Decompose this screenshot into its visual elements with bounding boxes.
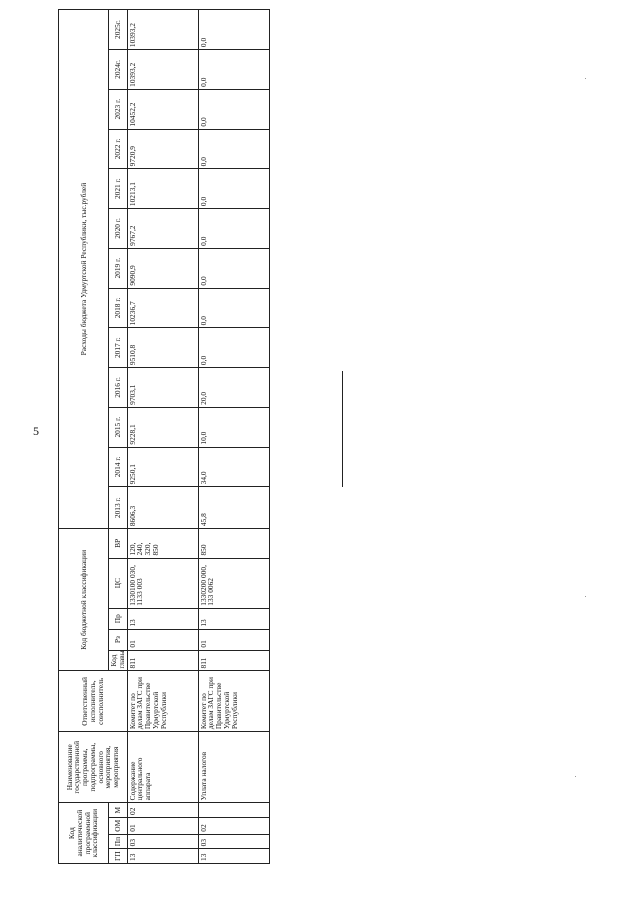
glava-cell: 811 <box>127 650 198 671</box>
year-header: 2025г. <box>109 10 128 50</box>
value-cell: 0,0 <box>198 89 269 129</box>
table-row <box>127 10 198 864</box>
year-header: 2020 г. <box>109 209 128 249</box>
value-cell: 9510,8 <box>127 328 198 368</box>
year-header: 2018 г. <box>109 288 128 328</box>
value-cell: 0,0 <box>198 248 269 288</box>
pp-cell: 03 <box>127 834 198 849</box>
value-cell: 8606,3 <box>127 487 198 529</box>
rz-cell: 01 <box>127 629 198 650</box>
value-cell: 0,0 <box>198 328 269 368</box>
value-cell: 9720,9 <box>127 129 198 169</box>
expenses-header: Расходы бюджета Удмуртской Республики, тыс.рублей <box>59 10 109 529</box>
value-cell: 45,8 <box>198 487 269 529</box>
budget-table-rotated <box>58 9 268 864</box>
m-cell <box>198 803 269 818</box>
value-cell: 10236,7 <box>127 288 198 328</box>
year-header: 2016 г. <box>109 368 128 408</box>
scan-dot <box>585 596 586 597</box>
value-cell: 20,0 <box>198 368 269 408</box>
value-cell: 9250,1 <box>127 447 198 487</box>
value-cell: 34,0 <box>198 447 269 487</box>
pp-cell: 03 <box>198 834 269 849</box>
year-header: 2014 г. <box>109 447 128 487</box>
program-name-cell: Уплата налогов <box>198 732 269 803</box>
value-cell: 0,0 <box>198 288 269 328</box>
budget-code-header: Код бюджетной классификации <box>59 529 109 671</box>
value-cell: 10213,1 <box>127 169 198 209</box>
year-header: 2017 г. <box>109 328 128 368</box>
gp-header: ГП <box>109 849 128 864</box>
value-cell: 9228,1 <box>127 407 198 447</box>
glava-cell: 811 <box>198 650 269 671</box>
om-cell: 01 <box>127 817 198 834</box>
year-header: 2024г. <box>109 50 128 90</box>
m-cell: 02 <box>127 803 198 818</box>
pp-header: Пп <box>109 834 128 849</box>
cs-header: ЦС <box>109 558 128 608</box>
vr-cell: 850 <box>198 529 269 558</box>
value-cell: 10393,2 <box>127 10 198 50</box>
year-header: 2019 г. <box>109 248 128 288</box>
om-header: ОМ <box>109 817 128 834</box>
value-cell: 0,0 <box>198 10 269 50</box>
value-cell: 0,0 <box>198 209 269 249</box>
value-cell: 10,0 <box>198 407 269 447</box>
pr-header: Пр <box>109 608 128 629</box>
year-header: 2023 г. <box>109 89 128 129</box>
rz-header: Рз <box>109 629 128 650</box>
vr-header: ВР <box>109 529 128 558</box>
value-cell: 9090,9 <box>127 248 198 288</box>
pr-cell: 13 <box>198 608 269 629</box>
scan-dot <box>575 776 576 777</box>
cs-cell: 1330100 030, 1133 003 <box>127 558 198 608</box>
year-header: 2015 г. <box>109 407 128 447</box>
value-cell: 9767,2 <box>127 209 198 249</box>
value-cell: 10393,2 <box>127 50 198 90</box>
budget-table <box>58 9 270 864</box>
rz-cell: 01 <box>198 629 269 650</box>
value-cell: 9703,1 <box>127 368 198 408</box>
margin-line <box>342 371 343 487</box>
cs-cell: 1330200 000, 133 0062 <box>198 558 269 608</box>
om-cell: 02 <box>198 817 269 834</box>
pr-cell: 13 <box>127 608 198 629</box>
m-header: М <box>109 803 128 818</box>
value-cell: 0,0 <box>198 169 269 209</box>
table-row <box>198 10 269 864</box>
scan-dot <box>585 78 586 79</box>
value-cell: 10452,2 <box>127 89 198 129</box>
year-header: 2022 г. <box>109 129 128 169</box>
year-header: 2021 г. <box>109 169 128 209</box>
value-cell: 0,0 <box>198 129 269 169</box>
program-name-header: Наименование государственной программы, подпрограммы, основного мероприятия, мероприятия <box>59 732 128 803</box>
glava-header: Код главы <box>109 650 128 671</box>
gp-cell: 13 <box>198 849 269 864</box>
year-header: 2013 г. <box>109 487 128 529</box>
program-name-cell: Содержание центрального аппарата <box>127 732 198 803</box>
page-number: 5 <box>33 424 39 438</box>
executor-cell: Комитет по делам ЗАГС при Правительстве Удмуртской Республики <box>198 671 269 732</box>
executor-cell: Комитет по делам ЗАГС при Правительстве Удмуртской Республики <box>127 671 198 732</box>
vr-cell: 120, 240, 320, 850 <box>127 529 198 558</box>
value-cell: 0,0 <box>198 50 269 90</box>
executor-header: Ответственный исполнитель, соисполнитель <box>59 671 128 732</box>
gp-cell: 13 <box>127 849 198 864</box>
analytic-code-header: Код аналитической программной классификации <box>59 803 109 864</box>
